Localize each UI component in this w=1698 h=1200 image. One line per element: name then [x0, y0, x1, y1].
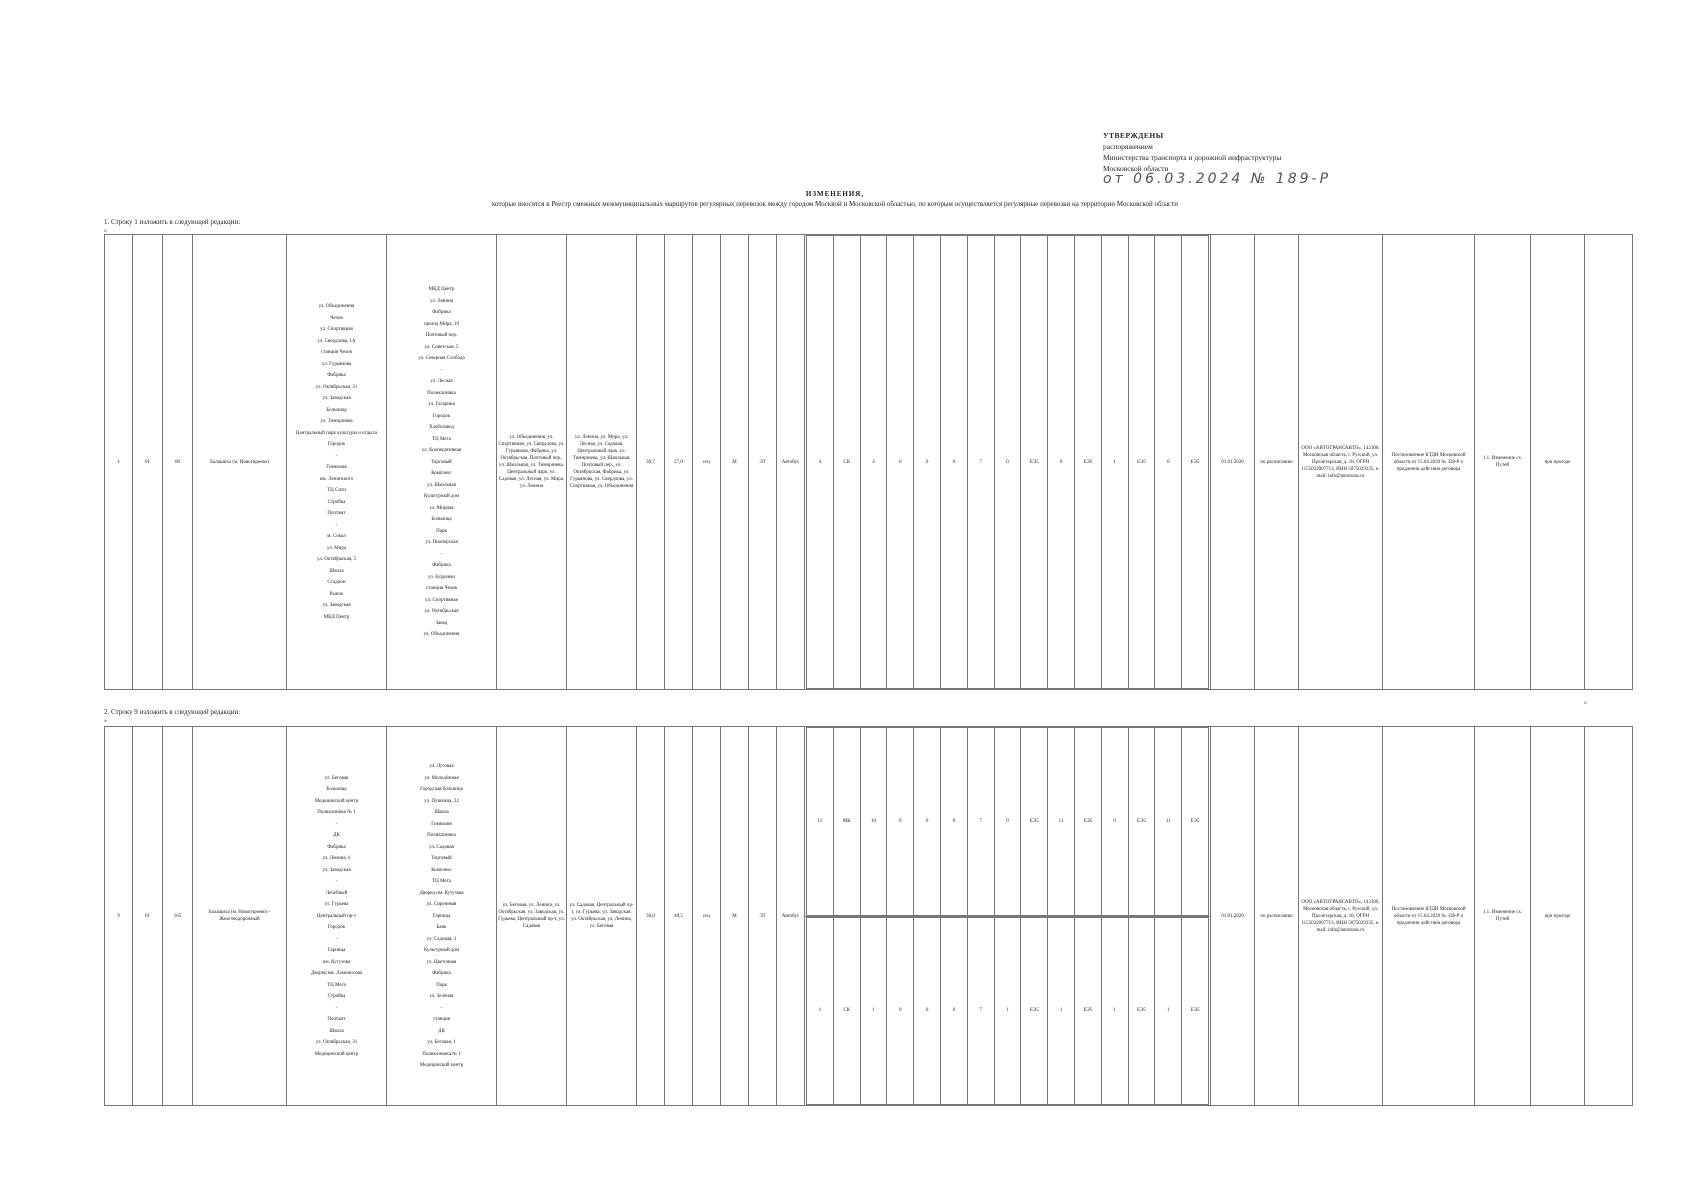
- cell-vehicle-type: Автобус: [777, 727, 805, 1106]
- cell-vehicle-counts: [805, 235, 1211, 690]
- vehicle-count-cell: 1: [860, 917, 887, 1105]
- stop-item: Торговый: [431, 856, 452, 861]
- vehicle-count-cell: 7: [967, 236, 994, 689]
- vehicle-count-cell: 11: [1155, 728, 1182, 916]
- stop-item: Гимназия: [431, 821, 452, 827]
- stop-item: Чехов: [330, 315, 343, 321]
- vehicle-count-cell: ЕЭ5: [1182, 917, 1209, 1105]
- stop-item: Поликлиника № 1: [317, 810, 356, 815]
- cell-length-forward: 36,0: [637, 727, 665, 1106]
- stop-item: Стройка: [327, 994, 346, 999]
- stop-item: ул. Октябрьская: [424, 609, 459, 614]
- vehicle-count-cell: ЕЭ5: [1074, 917, 1101, 1105]
- stop-item: Почтовый пер.: [425, 333, 458, 338]
- cell-empty: [1585, 235, 1633, 690]
- stop-item: ул. Октябрьская, 31: [315, 384, 358, 390]
- cell-extra: при проезде: [1531, 235, 1585, 690]
- vehicle-count-cell: 4: [807, 236, 834, 689]
- stop-item: ул. Лесная: [430, 379, 453, 384]
- stop-item: Комплекс: [431, 471, 452, 476]
- cell-streets-forward: ул. Объединения, ул. Спортивная, ул. Свердлова, ул. Гурьянова, Фабрика, ул. Октябрьская, Почтовый пер., ул. Школьная, ул. Тимирязева, Центральный парк, ул. Садовая, ул. Лесная, ул. Мира, ул. Ленина: [497, 235, 567, 690]
- stop-item: ул. Северная Слобода: [418, 356, 465, 361]
- cell-number: 9: [105, 727, 133, 1106]
- title-heading: ИЗМЕНЕНИЯ,: [805, 190, 865, 198]
- cell-length-reverse: 27,0: [665, 235, 693, 690]
- stop-item: ул. Советская, 5: [424, 344, 459, 350]
- stop-item: ул. Гагарина: [428, 402, 455, 407]
- stop-item: -: [335, 453, 338, 459]
- stop-item: -: [440, 367, 443, 373]
- stop-item: Фабрика: [432, 310, 451, 315]
- stop-item: Гарница: [327, 948, 346, 953]
- vehicle-count-cell: ЕЭ5: [1128, 728, 1155, 916]
- stop-item: ТЦ Сити: [327, 488, 346, 494]
- stop-item: Фабрика: [432, 563, 451, 568]
- cell-notes: 1.1. Изменение сх. Путей: [1475, 727, 1531, 1106]
- vehicle-count-cell: 1: [1101, 917, 1128, 1105]
- stop-item: ул. Кооперативная: [421, 448, 462, 453]
- cell-route-name: Балашиха (м. Новогиреево) - Железнодорожный: [193, 727, 287, 1106]
- stop-item: Культурный дом: [423, 494, 460, 499]
- stop-item: Медицинский центр: [314, 798, 359, 804]
- cell-notes: 1.1. Изменение сх. Путей: [1475, 235, 1531, 690]
- stop-item: м. Сокол: [327, 534, 346, 540]
- cell-tariff: ЭТ: [749, 727, 777, 1106]
- vehicle-count-cell: 0: [887, 728, 914, 916]
- stop-item: -: [335, 821, 338, 827]
- stop-item: ул. Беговая, 1: [427, 1040, 456, 1045]
- cell-empty: [1585, 727, 1633, 1106]
- stop-item: ул. Октябрьская, 31: [315, 1040, 358, 1045]
- vehicle-count-cell: 0: [914, 728, 941, 916]
- stop-item: ул. Молодёжная: [424, 775, 459, 781]
- stop-item: ул. Мирная: [429, 505, 454, 511]
- stop-item: ул. Гурьева: [324, 902, 349, 907]
- cell-contract: Постановление КТДИ Московской области от 15.04.2020 № 328-Р о продлении действия договора: [1383, 727, 1475, 1106]
- cell-start-date: 01.01.2020: [1211, 727, 1255, 1106]
- stop-item: ул. Тимирязева: [320, 419, 353, 425]
- stop-item: Парк: [436, 982, 447, 988]
- cell-stops-order: н/ц: [693, 727, 721, 1106]
- stop-item: МКД Центр: [323, 614, 350, 620]
- cell-carrier: ООО «АВТОТРАНСАВТО», 143100, Московская область, г. Рузский, ул. Пролетарская, д. 18, ОГРН 1155032007713, ИНН 5075029335, e-mail: info@autotrans.ru: [1299, 727, 1383, 1106]
- vehicle-count-cell: 11: [807, 728, 834, 916]
- vehicle-count-cell: 0: [887, 236, 914, 689]
- stop-item: Поликлиника: [427, 390, 456, 396]
- stop-item: ул. Зелёная: [429, 994, 454, 999]
- table-row: [105, 235, 1633, 690]
- section-1-title: 1. Строку 1 изложить в следующей редакции:: [104, 218, 241, 226]
- cell-route-name: Балашиха (м. Новогиреево): [193, 235, 287, 690]
- stop-item: ул. Гурьянова: [321, 361, 352, 367]
- stop-item: Парк: [436, 528, 447, 534]
- cell-schedule: по расписанию: [1255, 727, 1299, 1106]
- stop-item: Поликлиника № 1: [422, 1051, 461, 1057]
- stop-item: Торговый: [431, 459, 452, 465]
- stop-item: Почтамт: [327, 511, 346, 517]
- document-title: [300, 189, 1370, 209]
- vehicle-count-cell: ЕЭ5: [1128, 236, 1155, 689]
- vehicle-count-cell: 1: [1048, 917, 1075, 1105]
- vehicle-count-cell: СК: [833, 236, 860, 689]
- stop-item: ул. Садовая: [429, 844, 454, 850]
- stop-item: Завод: [435, 620, 448, 626]
- stop-item: Медицинский центр: [314, 1051, 359, 1057]
- stop-item: ул. Спортивная: [320, 327, 353, 333]
- stop-item: Дворец им. Кутузова: [419, 890, 464, 896]
- vehicle-count-cell: 4: [860, 236, 887, 689]
- stop-item: ул. Объединения: [423, 632, 460, 637]
- approval-line-4: от 06.03.2024 № 189-Р: [1103, 171, 1332, 187]
- cell-vehicle-type: Автобус: [777, 235, 805, 690]
- vehicle-count-cell: 1: [807, 917, 834, 1105]
- stop-item: ТЦ Мега: [432, 879, 451, 884]
- vehicle-count-cell: 7: [967, 917, 994, 1105]
- approval-stamp: [1103, 130, 1423, 185]
- cell-vehicle-counts-bottom: [805, 916, 1211, 1106]
- approval-line-1: распоряжением: [1103, 142, 1153, 151]
- stop-item: Почтамт: [327, 1017, 346, 1022]
- vehicle-count-cell: ЕЭ5: [1074, 236, 1101, 689]
- page-mark-2: »: [1584, 700, 1587, 706]
- stop-item: ул. Цветочная: [426, 959, 457, 965]
- cell-stops-order: н/ц: [693, 235, 721, 690]
- vehicle-count-cell: 0: [1101, 728, 1128, 916]
- vehicle-count-cell: 11: [1048, 728, 1075, 916]
- stop-item: Дворец им. Ломоносова: [310, 971, 363, 976]
- stop-item: ДК: [333, 833, 340, 838]
- stop-item: ул. Заводская: [322, 867, 351, 873]
- stop-item: ул. Спортивная: [425, 597, 458, 603]
- stop-item: Центральный парк культуры и отдыха: [295, 430, 378, 436]
- stop-item: ул. Беговая: [324, 775, 349, 781]
- cell-registration: 01: [133, 235, 163, 690]
- vehicle-count-cell: 1: [994, 917, 1021, 1105]
- cell-extra: при проезде: [1531, 727, 1585, 1106]
- vehicle-count-cell: МК: [833, 728, 860, 916]
- stop-item: им. Кутузова: [322, 959, 351, 965]
- cell-stops-reverse: [387, 235, 497, 690]
- stop-item: ул. Октябрьская, 5: [316, 557, 357, 563]
- vehicle-count-cell: ЕЭ5: [1182, 728, 1209, 916]
- stop-item: Больница: [326, 407, 347, 413]
- stop-item: станция Чехов: [426, 586, 457, 591]
- stop-item: -: [335, 936, 338, 942]
- vehicle-count-cell: 0: [914, 917, 941, 1105]
- stop-item: ул. Сиреневая: [426, 902, 457, 907]
- title-text: которые вносятся в Реестр смежных межмуниципальных маршрутов регулярных перевозок между городом Москвой и Московской областью, по которым осуществляется регулярные перевозки на территории Московской области: [492, 200, 1178, 208]
- stop-item: ТЦ Мега: [432, 436, 451, 442]
- vehicle-count-cell: СК: [833, 917, 860, 1105]
- cell-streets-reverse: ул. Ленина, ул. Мира, ул. Лесная, ул. Садовая, Центральный парк, ул. Тимирязева, ул. Школьная, Почтовый пер., ул. Октябрьская, Фабрика, ул. Гурьянова, ул. Свердлова, ул. Спортивная, ул. Объединения: [567, 235, 637, 690]
- vehicle-count-cell: ЕЭ5: [1128, 917, 1155, 1105]
- stops-forward-list: [288, 303, 385, 621]
- stop-item: Хлебозавод: [429, 425, 454, 430]
- stop-item: МКД Центр: [428, 287, 455, 292]
- stop-item: Городок: [327, 442, 346, 448]
- vehicle-count-cell: 1: [1155, 917, 1182, 1105]
- stop-item: Школа: [329, 1028, 344, 1034]
- stop-item: -: [440, 551, 443, 557]
- cell-route-number: 165: [163, 727, 193, 1106]
- vehicle-counts-table: [806, 235, 1209, 689]
- vehicle-count-cell: ЕЭ5: [1021, 728, 1048, 916]
- stop-item: ул. Пушкина, 22: [424, 798, 459, 804]
- cell-registration: 01: [133, 727, 163, 1106]
- cell-length-forward: 30,7: [637, 235, 665, 690]
- cell-route-number: 00: [163, 235, 193, 690]
- stop-item: Комплекс: [431, 867, 452, 873]
- stop-item: Стройка: [327, 499, 346, 505]
- stop-item: Школа: [434, 810, 449, 815]
- stops-reverse-list: [388, 286, 495, 638]
- stop-item: Больница: [431, 517, 452, 522]
- stop-item: Школа: [329, 568, 344, 574]
- stop-item: ул. Ленина, 6: [322, 856, 351, 861]
- stop-item: ул. Объединения: [318, 304, 355, 310]
- stop-item: Городок: [432, 413, 451, 419]
- stop-item: -: [335, 879, 338, 884]
- stop-item: Гарница: [432, 913, 451, 919]
- vehicle-count-cell: 0: [994, 728, 1021, 916]
- stop-item: ул. Заводская: [322, 396, 351, 402]
- stop-item: проезд Мира, 19: [423, 321, 460, 327]
- stop-item: Лечебный: [325, 890, 348, 896]
- cell-streets-reverse: ул. Садовая, Центральный пр-т, ул. Гурьева, ул. Заводская, ул. Октябрьская, ул. Ленина, ул. Беговая: [567, 727, 637, 1106]
- cell-contract: Постановление КТДИ Московской области от 15.04.2020 № 328-Р о продлении действия договора: [1383, 235, 1475, 690]
- stop-item: Культурный дом: [423, 948, 460, 953]
- vehicle-counts-table-top: [806, 727, 1209, 916]
- approval-line-3: Московской области: [1103, 164, 1169, 173]
- vehicle-count-cell: 1: [1101, 236, 1128, 689]
- vehicle-counts-table-bottom: [806, 917, 1209, 1106]
- vehicle-count-cell: 0: [940, 728, 967, 916]
- cell-route-type: М: [721, 235, 749, 690]
- page-mark-1: »: [104, 228, 107, 234]
- page-mark-3: »: [104, 718, 107, 724]
- vehicle-count-cell: 0: [887, 917, 914, 1105]
- cell-start-date: 01.01.2020: [1211, 235, 1255, 690]
- vehicle-count-cell: ЕЭ5: [1074, 728, 1101, 916]
- stop-item: -: [335, 522, 338, 528]
- vehicle-count-cell: ЕЭ5: [1182, 236, 1209, 689]
- cell-stops-forward: [287, 727, 387, 1106]
- stop-item: Больница: [326, 787, 347, 792]
- stop-item: ТЦ Мега: [327, 982, 346, 988]
- approval-heading: УТВЕРЖДЕНЫ: [1103, 131, 1164, 140]
- stop-item: Медицинский центр: [419, 1063, 464, 1068]
- stop-item: Городская больница: [420, 787, 463, 792]
- stop-item: ул. Пионерская: [425, 540, 458, 545]
- stop-item: ДК: [438, 1028, 445, 1034]
- stop-item: -: [440, 1005, 443, 1011]
- stop-item: ул. Заводская: [322, 603, 351, 609]
- stop-item: станция: [432, 1017, 450, 1022]
- vehicle-count-cell: 0: [940, 236, 967, 689]
- vehicle-count-cell: 0: [1155, 236, 1182, 689]
- stop-item: -: [335, 1005, 338, 1011]
- stops-forward-list: [288, 775, 385, 1058]
- cell-number: 1: [105, 235, 133, 690]
- vehicle-count-cell: 10: [860, 728, 887, 916]
- cell-tariff: ЭТ: [749, 235, 777, 690]
- vehicle-count-cell: 0: [994, 236, 1021, 689]
- stop-item: Городок: [327, 925, 346, 930]
- cell-length-reverse: 40,5: [665, 727, 693, 1106]
- cell-stops-forward: [287, 235, 387, 690]
- stop-item: Центральный пр-т: [316, 913, 357, 919]
- approval-line-2: Министерства транспорта и дорожной инфраструктуры: [1103, 153, 1282, 162]
- stop-item: Фабрика: [327, 373, 346, 379]
- stop-item: ул. Мира: [326, 545, 347, 551]
- cell-route-type: М: [721, 727, 749, 1106]
- cell-streets-forward: ул. Беговая, ул. Ленина, ул. Октябрьская, ул. Заводская, ул. Гурьева, Центральный пр-т, ул. Садовая: [497, 727, 567, 1106]
- register-table-row-1: [104, 234, 1633, 690]
- register-table-row-9: [104, 726, 1633, 1106]
- vehicle-count-cell: 0: [914, 236, 941, 689]
- stop-item: им. Ленинского: [319, 476, 354, 482]
- cell-carrier: ООО «АВТОТРАНСАВТО», 143100, Московская область, г. Рузский, ул. Пролетарская, д. 18, ОГРН 1155032007713, ИНН 5075029335, e-mail: info@autotrans.ru: [1299, 235, 1383, 690]
- stop-item: Гимназия: [326, 465, 347, 471]
- vehicle-count-cell: ЕЭ5: [1021, 917, 1048, 1105]
- stop-item: ул. Свердлова, 1А: [317, 338, 356, 344]
- stop-item: Фабрика: [327, 844, 346, 850]
- stop-item: ул. Луговая: [429, 764, 454, 769]
- vehicle-count-cell: 7: [967, 728, 994, 916]
- vehicle-count-cell: ЕЭ5: [1021, 236, 1048, 689]
- stop-item: Поликлиника: [427, 833, 456, 838]
- section-2-title: 2. Строку 9 изложить в следующей редакции:: [104, 708, 241, 716]
- cell-schedule: по расписанию: [1255, 235, 1299, 690]
- table-row: [105, 727, 1633, 917]
- vehicle-count-cell: 0: [1048, 236, 1075, 689]
- stop-item: Рынок: [329, 591, 344, 597]
- vehicle-count-cell: 0: [940, 917, 967, 1105]
- stop-item: станция Чехов: [321, 350, 352, 356]
- stop-item: ул. Садовая, 1: [426, 936, 457, 942]
- stops-reverse-list: [388, 763, 495, 1069]
- stop-item: Стадион: [327, 580, 346, 586]
- stop-item: ул. Бурденко: [427, 574, 456, 580]
- stop-item: Банк: [436, 925, 447, 930]
- cell-vehicle-counts-top: [805, 727, 1211, 917]
- stop-item: ул. Ленина: [429, 298, 454, 304]
- cell-stops-reverse: [387, 727, 497, 1106]
- stop-item: Фабрика: [432, 971, 451, 976]
- stop-item: ул. Школьная: [427, 482, 456, 488]
